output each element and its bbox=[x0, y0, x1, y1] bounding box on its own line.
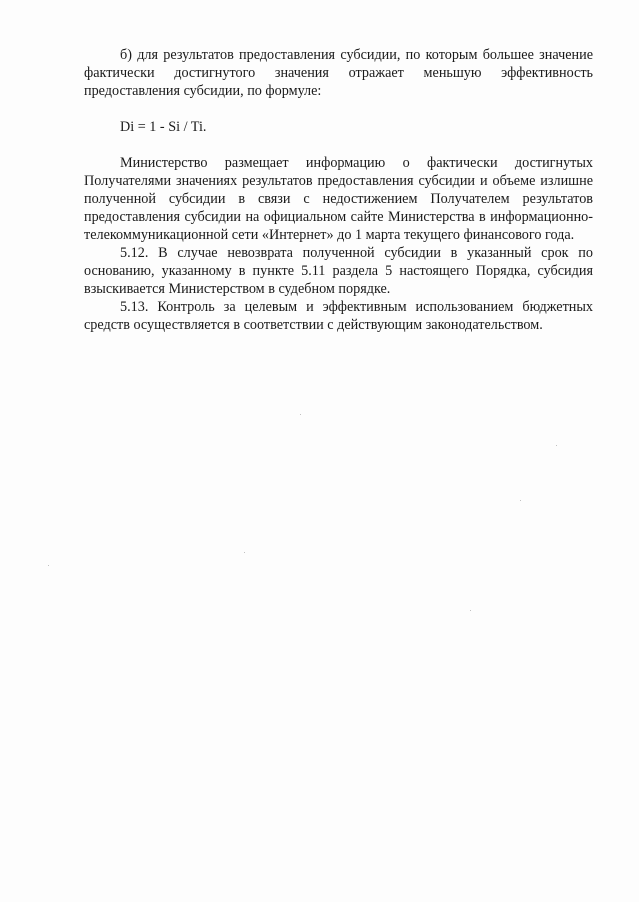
scan-speck bbox=[556, 445, 557, 446]
scan-speck bbox=[300, 414, 301, 415]
formula: Di = 1 - Si / Ti. bbox=[120, 119, 207, 135]
scan-speck bbox=[244, 552, 245, 553]
scan-speck bbox=[520, 500, 521, 501]
paragraph-ministry: Министерство размещает информацию о фактически достигнутых Получателями значениях результатов предоставления субсидии и объеме излишне полученной субсидии в связи с недостижением Получателем результатов предоставления субсидии на официальном сайте Министерства в информационно-телекоммуникационной сети «Интернет» до 1 марта текущего финансового года. bbox=[84, 155, 593, 243]
paragraph-5-12: 5.12. В случае невозврата полученной субсидии в указанный срок по основанию, указанному в пункте 5.11 раздела 5 настоящего Порядка, субсидия взыскивается Министерством в судебном порядке. bbox=[84, 245, 593, 297]
paragraph-b: б) для результатов предоставления субсидии, по которым большее значение фактически достигнутого значения отражает меньшую эффективность предоставления субсидии, по формуле: bbox=[84, 47, 593, 99]
scan-speck bbox=[470, 610, 471, 611]
scan-speck bbox=[48, 565, 49, 566]
spacer bbox=[84, 136, 593, 154]
document-body bbox=[84, 46, 593, 334]
paragraph-5-13: 5.13. Контроль за целевым и эффективным использованием бюджетных средств осуществляется в соответствии с действующим законодательством. bbox=[84, 299, 593, 333]
spacer bbox=[84, 100, 593, 118]
